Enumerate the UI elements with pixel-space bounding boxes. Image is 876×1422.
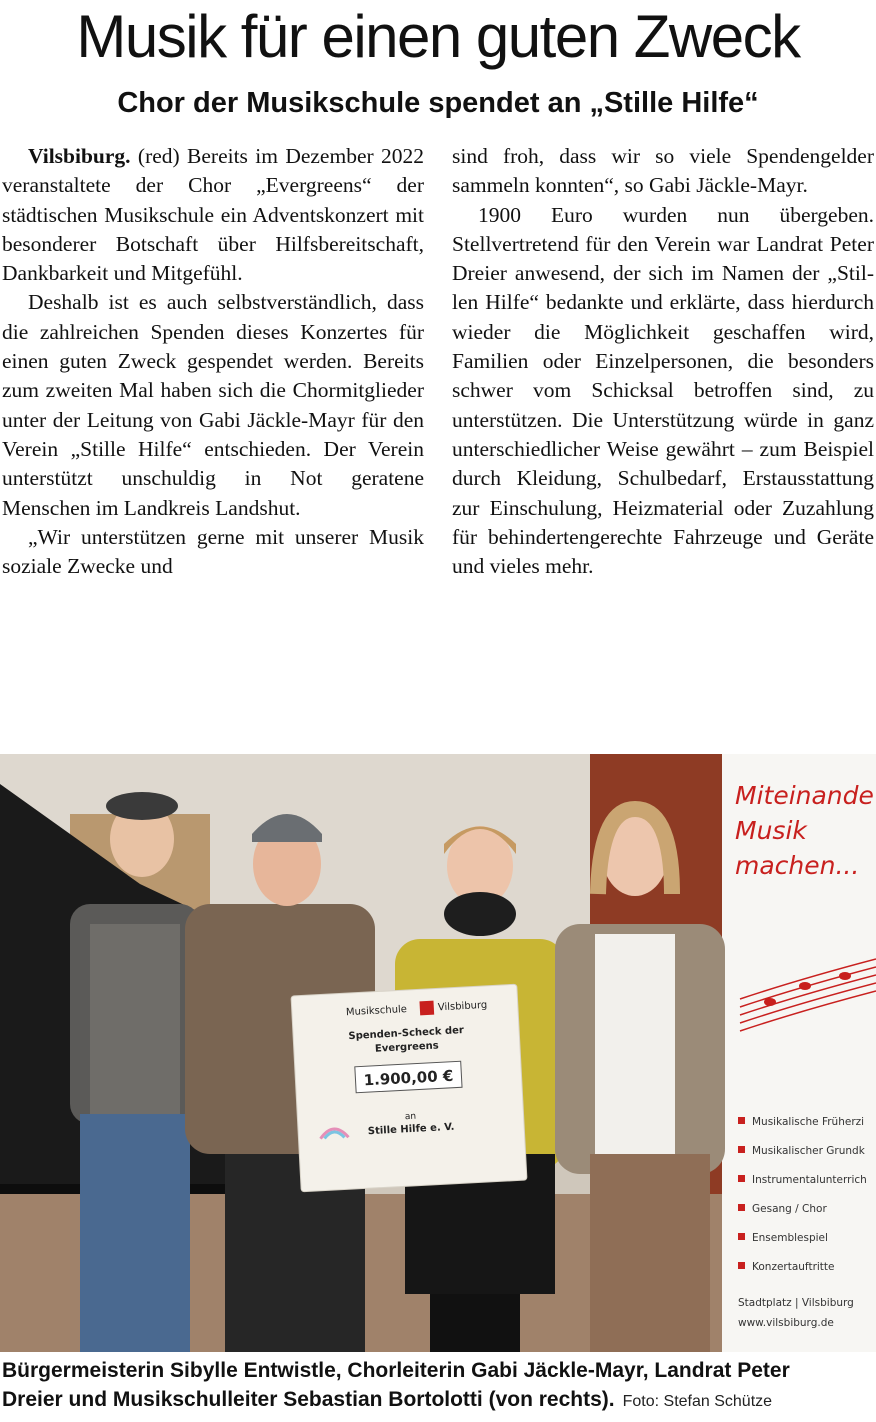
caption-line-1: Bürgermeisterin Sibylle Entwistle, Chorleiterin Gabi Jäckle-Mayr, Landrat Peter [2,1359,790,1382]
banner-text-1: Miteinande [735,781,874,810]
check-header-right: Vilsbiburg [437,999,488,1014]
paragraph-4: 1900 Euro wurden nun übergeben. Stellvertretend für den Verein war Landrat Peter Dreier anwesend, der sich im Namen der „Stillen Hilfe“ bedankte und erklärte, dass hierdurch wieder die Möglichkeit geschaffen wird, Familien oder Einzelpersonen, die besonders schwer vom Schicksal betroffen sind, zu unterstützen. Die Unterstützung würde in ganz unterschiedlicher Weise gewährt – zum Beispiel durch Kleidung, Schulbedarf, Erstausstattung zur Einschulung, Heizmaterial oder Zuzahlung für behindertengerechte Fahrzeuge und Geräte und vieles mehr. [452,202,874,579]
lead-text: (red) Bereits im Dezember 2022 veranstaltete der Chor „Evergreens“ der städtischen Musikschule ein Adventskonzert mit besonderer Botschaft über Hilfsbereitschaft, Dankbarkeit und Mitgefühl. [2,144,424,286]
article-body [0,142,876,732]
school-logo-icon [419,1001,434,1016]
check-header-left: Musikschule [345,1004,408,1019]
photo-credit: Foto: Stefan Schütze [622,1393,773,1410]
banner-list-1: Musikalische Früherzi [752,1116,865,1128]
banner-list-5: Ensemblespiel [752,1232,828,1244]
banner-text-2: Musik [735,816,807,845]
banner-list-3: Instrumentalunterrich [752,1174,867,1186]
dateline: Vilsbiburg. [28,144,131,168]
check-title-2: Evergreens [374,1040,440,1055]
check-recipient: Stille Hilfe e. V. [367,1121,455,1138]
paragraph-3-start: „Wir unterstützen gerne mit unserer Musik soziale Zwecke und [2,524,424,579]
paragraph-2: Deshalb ist es auch selbstverständlich, dass die zahlreichen Spenden dieses Konzertes für einen guten Zweck gespendet werden. Bereits zum zweiten Mal haben sich die Chormitglieder unter der Leitung von Gabi Jäckle-Mayr für den Verein „Stille Hilfe“ entschieden. Der Verein unterstützt unschuldig in Not geratene Menschen im Landkreis Landshut. [2,290,424,520]
headline: Musik für einen guten Zweck [76,3,800,70]
paragraph-lead [2,142,424,288]
donation-check [291,984,527,1192]
banner-list-6: Konzertauftritte [752,1261,835,1273]
caption-line-2 [2,1385,874,1416]
paragraph-3-end: sind froh, dass wir so viele Spendengelder sammeln konnten“, so Gabi Jäckle-Mayr. [452,144,874,198]
column-left [2,142,424,581]
photo-caption [2,1356,874,1416]
caption-line-2-text: Dreier und Musikschulleiter Sebastian Bortolotti (von rechts). [2,1388,615,1411]
subheadline: Chor der Musikschule spendet an „Stille Hilfe“ [117,87,759,119]
banner-list-2: Musikalischer Grundk [752,1145,865,1157]
banner-list-4: Gesang / Chor [752,1203,827,1215]
article-photo [0,754,876,1352]
check-title-1: Spenden-Scheck der [348,1025,465,1043]
column-right [452,142,874,581]
banner-text-3: machen... [735,851,860,880]
check-amount: 1.900,00 € [363,1066,454,1090]
banner-address-1: Stadtplatz | Vilsbiburg [738,1297,854,1309]
banner-address-2: www.vilsbiburg.de [738,1317,834,1329]
check-to: an [404,1111,417,1123]
